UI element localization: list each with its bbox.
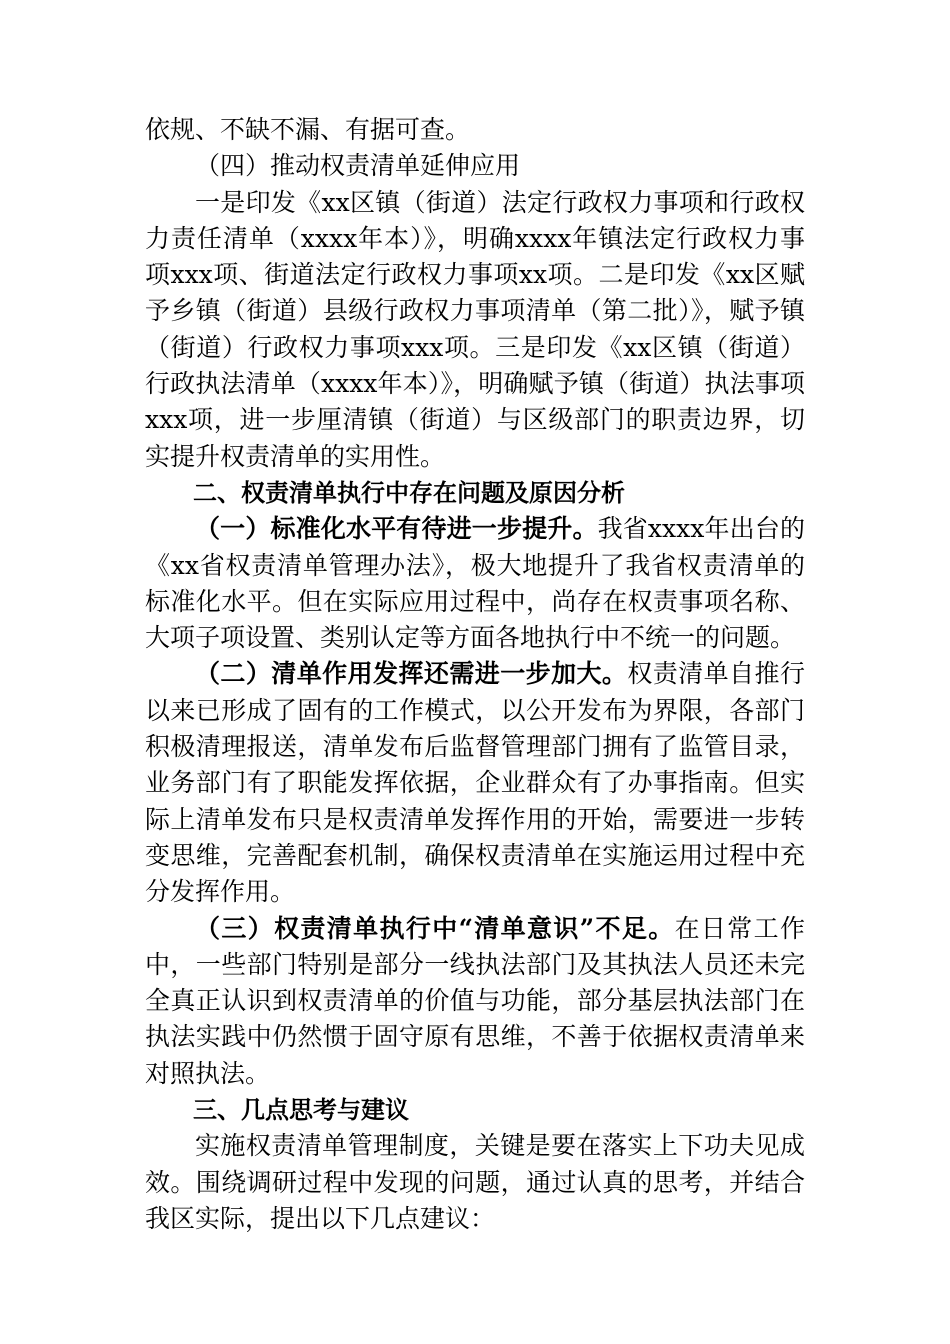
- item-3-lead: （三）权责清单执行中“清单意识”不足。: [195, 913, 675, 943]
- paragraph-section-2-item-2: [145, 656, 805, 910]
- document-body: [145, 112, 805, 1237]
- section-3-heading: 三、几点思考与建议: [193, 1096, 409, 1125]
- subsection-4-heading: （四）推动权责清单延伸应用: [195, 151, 521, 181]
- section-2-heading: 二、权责清单执行中存在问题及原因分析: [193, 478, 625, 507]
- paragraph-continuation: 依规、不缺不漏、有据可查。: [145, 115, 471, 144]
- item-2-lead: （二）清单作用发挥还需进一步加大。: [195, 659, 628, 689]
- item-1-lead: （一）标准化水平有待进一步提升。: [195, 514, 598, 544]
- paragraph-section-2-item-3: [145, 911, 805, 1092]
- paragraph-section-3: 实施权责清单管理制度，关键是要在落实上下功夫见成效。围绕调研过程中发现的问题，通过认真的思考，并结合我区实际，提出以下几点建议：: [145, 1131, 805, 1233]
- item-2-body: 权责清单自推行以来已形成了固有的工作模式，以公开发布为界限，各部门积极清理报送，清单发布后监督管理部门拥有了监管目录，业务部门有了职能发挥依据，企业群众有了办事指南。但实际上清单发布只是权责清单发挥作用的开始，需要进一步转变思维，完善配套机制，确保权责清单在实施运用过程中充分发挥作用。: [145, 659, 805, 907]
- item-1-body: 我省xxxx年出台的《xx省权责清单管理办法》，极大地提升了我省权责清单的标准化水平。但在实际应用过程中，尚存在权责事项名称、大项子项设置、类别认定等方面各地执行中不统一的问题。: [145, 514, 805, 653]
- paragraph-subsection-4: 一是印发《xx区镇（街道）法定行政权力事项和行政权力责任清单（xxxx年本）》，明确xxxx年镇法定行政权力事项xxx项、街道法定行政权力事项xx项。二是印发《xx区赋予乡镇（街道）县级行政权力事项清单（第二批）》，赋予镇（街道）行政权力事项xxx项。三是印发《xx区镇（街道）行政执法清单（xxxx年本）》，明确赋予镇（街道）执法事项xxx项，进一步厘清镇（街道）与区级部门的职责边界，切实提升权责清单的实用性。: [145, 187, 805, 471]
- item-3-body: 在日常工作中，一些部门特别是部分一线执法部门及其执法人员还未完全真正认识到权责清单的价值与功能，部分基层执法部门在执法实践中仍然惯于固守原有思维，不善于依据权责清单来对照执法。: [145, 913, 805, 1088]
- paragraph-section-2-item-1: [145, 511, 805, 656]
